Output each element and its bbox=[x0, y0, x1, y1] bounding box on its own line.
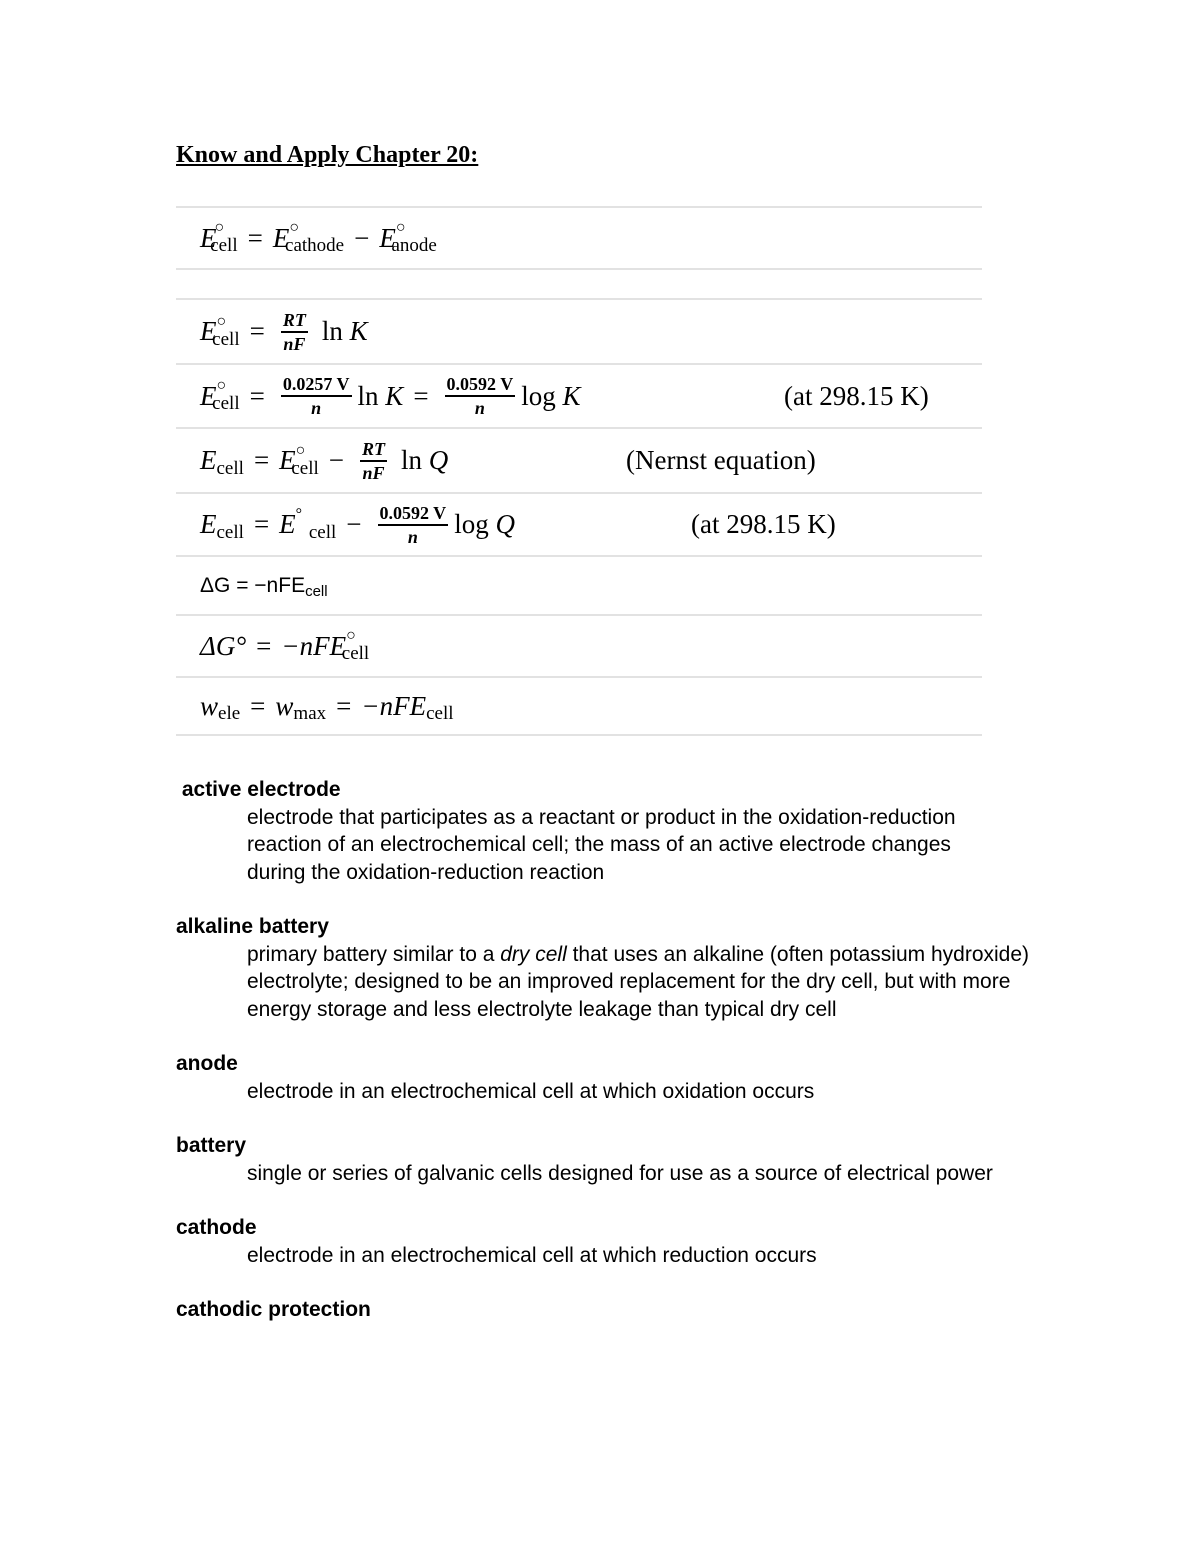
equation-delta-g: ΔG = −nFE cell bbox=[176, 555, 982, 614]
equation-cell-potential: E ○ cell = E ○ cathode − E ○ anode bbox=[176, 206, 982, 268]
equation-nernst: E cell = E ○ cell − $\frac{RT}{nF}$ ln Q (Nernst equation) bbox=[176, 427, 982, 492]
glossary-definition: electrode in an electrochemical cell at which reduction occurs bbox=[247, 1243, 817, 1267]
glossary bbox=[176, 776, 1036, 1351]
glossary-definition: electrode in an electrochemical cell at which oxidation occurs bbox=[247, 1079, 815, 1103]
equation-note: (at 298.15 K) bbox=[691, 509, 836, 539]
glossary-definition: single or series of galvanic cells designed for use as a source of electrical power bbox=[247, 1161, 993, 1185]
glossary-entry bbox=[176, 1050, 1036, 1105]
equation-spacer bbox=[176, 268, 982, 298]
glossary-term: cathodic protection bbox=[176, 1298, 371, 1321]
equation-log-k: E ○ cell = $\frac{0.0257 V}{n}$ ln K = $\frac{0.0592 V}{n}$ log K (at 298.15 K) bbox=[176, 363, 982, 427]
equation-work: w ele = w max = −nFE cell bbox=[176, 676, 982, 736]
glossary-entry bbox=[176, 776, 1036, 886]
glossary-entry bbox=[176, 913, 1036, 1023]
page-title: Know and Apply Chapter 20: bbox=[176, 142, 479, 168]
glossary-term: anode bbox=[176, 1052, 238, 1075]
equation-ln-k: E ○ cell = $\frac{RT}{nF}$ ln K bbox=[176, 298, 982, 363]
equation-note: (Nernst equation) bbox=[626, 445, 816, 475]
glossary-term: cathode bbox=[176, 1216, 257, 1239]
glossary-term: battery bbox=[176, 1134, 247, 1157]
glossary-entry bbox=[176, 1132, 1036, 1187]
glossary-definition: primary battery similar to a dry cell that uses an alkaline (often potassium hydroxide) electrolyte; designed to be an improved replacement for the dry cell, but with more energy storage and less electrolyte leakage than typical dry cell bbox=[247, 942, 1030, 1021]
equation-table bbox=[176, 206, 982, 736]
equation-note: (at 298.15 K) bbox=[784, 380, 929, 411]
equation-nernst-298: E cell = E ° cell − $\frac{0.0592 V}{n}$ log Q (at 298.15 K) bbox=[176, 492, 982, 555]
glossary-term: active electrode bbox=[176, 778, 341, 801]
glossary-entry bbox=[176, 1296, 1036, 1324]
glossary-definition: electrode that participates as a reactant or product in the oxidation-reduction reaction of an electrochemical cell; the mass of an active electrode changes during the oxidation-reduction reaction bbox=[247, 805, 956, 884]
glossary-term: alkaline battery bbox=[176, 915, 329, 938]
glossary-entry bbox=[176, 1214, 1036, 1269]
equation-delta-g-standard: ΔG° = −nFE ○ cell bbox=[176, 614, 982, 676]
